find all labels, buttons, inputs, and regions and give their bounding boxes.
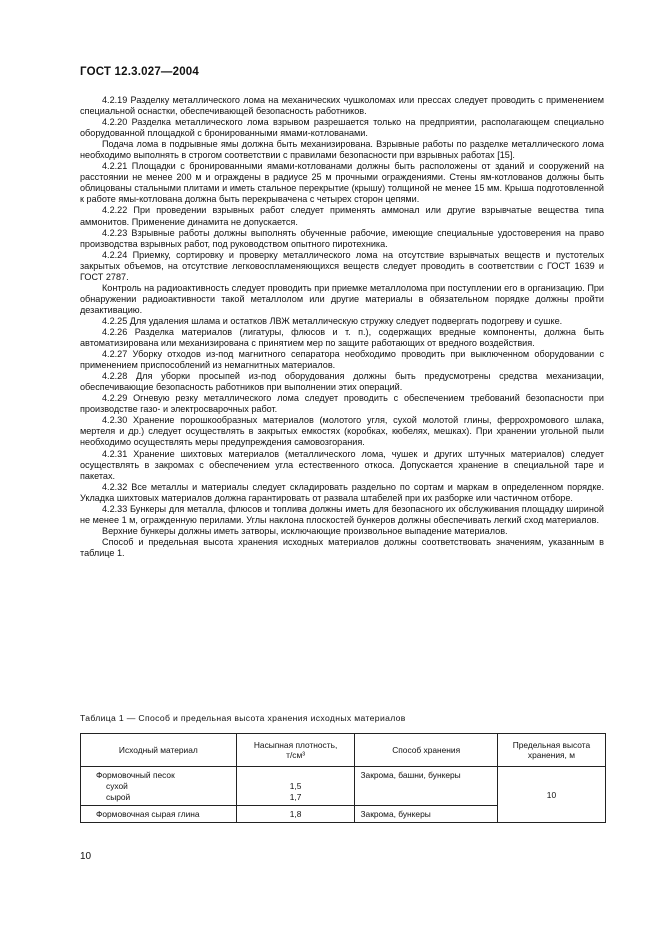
paragraph: 4.2.27 Уборку отходов из-под магнитного сепаратора необходимо проводить при выключенном оборудовании с применением приспособлений из немагнитных материалов. xyxy=(80,349,604,371)
header-density-unit: т/см³ xyxy=(286,750,306,760)
paragraph: 4.2.30 Хранение порошкообразных материалов (молотого угля, сухой молотой глины, феррохромового шлака, мертеля и др.) следует осуществлять в закрытых емкостях (коробках, кюбелях, мешках). При хранении угольной пыли необходимо осуществлять меры предупреждения самовозгорания. xyxy=(80,415,604,448)
material-name: Формовочная сырая глина xyxy=(96,809,200,819)
paragraph: Верхние бункеры должны иметь затворы, исключающие произвольное выпадение материалов. xyxy=(102,525,508,536)
storage-table xyxy=(80,733,606,823)
cell-method: Закрома, бункеры xyxy=(355,806,497,823)
paragraph: 4.2.33 Бункеры для металла, флюсов и топлива должны иметь для безопасного их обслуживания площадку шириной не менее 1 м, огражденную перилами. Углы наклона плоскостей бункеров должны обеспечивать легкий сход материалов. xyxy=(80,503,604,525)
material-subitem: сухой xyxy=(106,781,128,791)
cell-height: 10 xyxy=(497,767,605,823)
paragraph: 4.2.19 Разделку металлического лома на механических чушколомах или прессах следует проводить с применением специальной оснастки, обеспечивающей безопасность работников. xyxy=(80,95,604,117)
paragraph: 4.2.28 Для уборки просыпей из-под оборудования должны быть предусмотрены средства механизации, обеспечивающие безопасность работников при выполнении этих операций. xyxy=(80,371,604,393)
paragraph: Способ и предельная высота хранения исходных материалов должны соответствовать значениям, указанным в таблице 1. xyxy=(80,536,604,558)
paragraph: 4.2.31 Хранение шихтовых материалов (металлического лома, чушек и других штучных материалов) следует осуществлять в закромах с обеспечением угла естественного откоса. Допускается хранение в специальной таре и пакетах. xyxy=(80,448,604,481)
paragraph: 4.2.20 Разделка металлического лома взрывом разрешается только на предприятии, располагающем специально оборудованной площадкой с бронированными ямами-котлованами. xyxy=(80,117,604,139)
cell-density: 1,8 xyxy=(236,806,355,823)
page-number: 10 xyxy=(80,851,92,862)
paragraph: 4.2.23 Взрывные работы должны выполнять обученные рабочие, имеющие специальные удостоверения на право производства взрывных работ, под руководством опытного пиротехника. xyxy=(80,227,604,249)
body-text xyxy=(80,95,604,559)
cell-material xyxy=(81,806,237,823)
paragraph: 4.2.29 Огневую резку металлического лома следует проводить с обеспечением требований безопасности при производстве газо- и электросварочных работ. xyxy=(80,393,604,415)
cell-method: Закрома, башни, бункеры xyxy=(355,767,497,806)
table-header-row xyxy=(81,734,606,767)
document-header: ГОСТ 12.3.027—2004 xyxy=(80,66,199,78)
material-subitem: сырой xyxy=(106,792,131,802)
paragraph: 4.2.26 Разделка материалов (лигатуры, флюсов и т. п.), содержащих вредные компоненты, должна быть автоматизирована или механизирована с принятием мер по защите работающих от вредного воздействия. xyxy=(80,326,604,349)
paragraph: Контроль на радиоактивность следует проводить при приемке металлолома при поступлении его в организацию. При обнаружении радиоактивности такой металлолом или другие материалы в обязательном порядке должны пройти дезактивацию. xyxy=(80,282,604,315)
cell-density xyxy=(236,767,355,806)
header-method: Способ хранения xyxy=(355,734,497,767)
table-caption: Таблица 1 — Способ и предельная высота хранения исходных материалов xyxy=(80,713,406,723)
paragraph: 4.2.32 Все металлы и материалы следует складировать раздельно по сортам и маркам в определенном порядке. Укладка шихтовых материалов должна гарантировать от развала штабелей при их разборке или частичном отборе. xyxy=(80,481,604,503)
cell-material xyxy=(81,767,237,806)
material-name: Формовочный песок xyxy=(96,770,175,780)
density-value: 1,5 xyxy=(289,781,302,791)
header-height: Предельная высота хранения, м xyxy=(497,734,605,767)
header-density xyxy=(236,734,355,767)
paragraph: Подача лома в подрывные ямы должна быть механизирована. Взрывные работы по разделке металлического лома необходимо выполнять в строгом соответствии с правилами безопасности при взрывных работах [15]. xyxy=(80,139,604,161)
density-value: 1,7 xyxy=(289,792,302,802)
header-density-label: Насыпная плотность, xyxy=(253,740,338,750)
header-material: Исходный материал xyxy=(81,734,237,767)
paragraph: 4.2.24 Приемку, сортировку и проверку металлического лома на отсутствие взрывчатых веществ и пустотелых закрытых объемов, на отсутствие легковоспламеняющихся веществ следует проводить в соответствии с ГОСТ 1639 и ГОСТ 2787. xyxy=(80,249,604,282)
table-row xyxy=(81,767,606,806)
paragraph: 4.2.22 При проведении взрывных работ следует применять аммонал или другие взрывчатые вещества типа аммонитов. Применение динамита не допускается. xyxy=(80,205,604,227)
paragraph: 4.2.21 Площадки с бронированными ямами-котлованами должны быть расположены от зданий и сооружений на расстоянии не менее 200 м и ограждены в радиусе 25 м прочными ограждениями. Стены ям-котлованов должны быть облицованы стальными плитами и иметь стальное перекрытие (крышу) толщиной не менее 15 мм. Крыша подготовленной к работе ямы-котлована должна быть перекрывачена с четырех сторон цепями. xyxy=(80,161,604,205)
paragraph: 4.2.25 Для удаления шлама и остатков ЛВЖ металлическую стружку следует подвергать подогреву и сушке. xyxy=(102,315,563,326)
